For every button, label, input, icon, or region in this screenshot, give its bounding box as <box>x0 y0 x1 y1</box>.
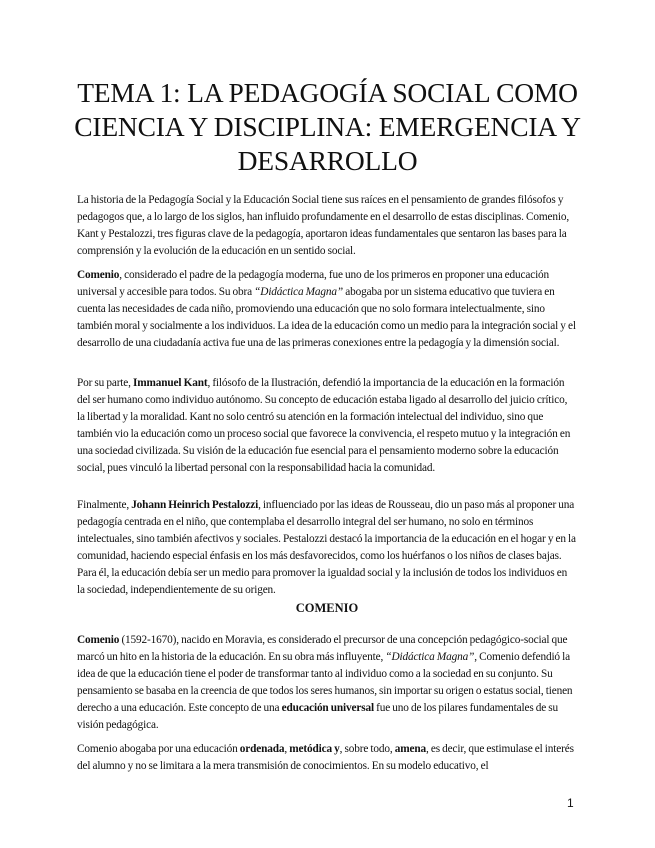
pestalozzi-text: , influenciado por las ideas de Rousseau, dio un paso más al proponer una pedagogía centrada en el niño, que contemplaba el desarrollo integral del ser humano, no solo en términos intelectuales, sino también afectivos y sociales. Pestalozzi destacó la importancia de la educación en el hogar y en la comunidad, haciendo especial énfasis en los más desfavorecidos, como los huérfanos o los niños de clases bajas. Para él, la educación debía ser un medio para promover la igualdad social y la inclusión de todos los individuos en la sociedad, independientemente de su origen. <box>77 499 576 596</box>
kant-paragraph <box>77 375 577 477</box>
pestalozzi-lead: Finalmente, <box>77 499 132 511</box>
comenio-model-paragraph <box>77 741 577 775</box>
comenio-bio-text-c: fue uno de los pilares fundamentales de su visión pedagógica. <box>77 702 559 731</box>
comenio-bio-text-b: , Comenio defendió la idea de que la educación tiene el poder de transformar tanto al individuo como a la sociedad en su conjunto. Su pensamiento se basaba en la creencia de que todos los seres humanos, sin importar su origen o estatus social, tienen derecho a una educación. Este concepto de una <box>77 651 573 714</box>
metodica-term: metódica y <box>289 743 340 755</box>
page-number: 1 <box>567 796 574 810</box>
comenio-intro-paragraph <box>77 267 577 352</box>
amena-term: amena <box>394 743 426 755</box>
comenio-intro-text-a: , considerado el padre de la pedagogía moderna, fue uno de los primeros en proponer una educación universal y accesible para todos. Su obra <box>77 269 550 298</box>
didactica-magna-title: “Didáctica Magna” <box>254 286 344 298</box>
kant-text: , filósofo de la Ilustración, defendió la importancia de la educación en la formación del ser humano como individuo autónomo. Su concepto de educación estaba ligado al desarrollo del juicio crítico, la libertad y la moralidad. Kant no solo centró su atención en la formación intelectual del individuo, sino que también vio la educación como un proceso social que favorece la convivencia, el respeto mutuo y la integración en una sociedad civilizada. Su visión de la educación fue esencial para el pensamiento moderno sobre la educación social, pues vinculó la libertad personal con la responsabilidad hacia la comunidad. <box>77 377 571 474</box>
didactica-magna-title-2: “Didáctica Magna” <box>385 651 475 663</box>
comenio-model-sep1: , <box>284 743 290 755</box>
section-heading-comenio: COMENIO <box>295 601 359 615</box>
document-title: TEMA 1: LA PEDAGOGÍA SOCIAL COMO CIENCIA Y DISCIPLINA: EMERGENCIA Y DESARROLLO <box>74 77 581 176</box>
ordenada-term: ordenada <box>239 743 285 755</box>
kant-lead: Por su parte, <box>77 377 134 389</box>
pestalozzi-name: Johann Heinrich Pestalozzi <box>131 499 259 511</box>
comenio-model-text-a: Comenio abogaba por una educación <box>77 743 240 755</box>
comenio-bio-text-a: (1592-1670), nacido en Moravia, es considerado el precursor de una concepción pedagógico-social que marcó un hito en la historia de la educación. En su obra más influyente, <box>77 634 568 663</box>
intro-paragraph: La historia de la Pedagogía Social y la Educación Social tiene sus raíces en el pensamiento de grandes filósofos y pedagogos que, a lo largo de los siglos, han influido profundamente en el desarrollo de estas disciplinas. Comenio, Kant y Pestalozzi, tres figuras clave de la pedagogía, aportaron ideas fundamentales que sentaron las bases para la comprensión y la evolución de la educación en un sentido social. <box>77 194 570 257</box>
kant-name: Immanuel Kant <box>133 377 208 389</box>
comenio-bio-name: Comenio <box>77 634 120 646</box>
pestalozzi-paragraph <box>77 497 577 599</box>
educacion-universal-term: educación universal <box>281 702 374 714</box>
comenio-model-text-c: , es decir, que estimulase el interés del alumno y no se limitara a la mera transmisión de conocimientos. En su modelo educativo, el <box>77 743 574 772</box>
comenio-bio-paragraph <box>77 632 577 734</box>
comenio-model-text-b: , sobre todo, <box>339 743 395 755</box>
comenio-name: Comenio <box>77 269 120 281</box>
comenio-intro-text-b: abogaba por un sistema educativo que tuviera en cuenta las necesidades de cada niño, promoviendo una educación que no solo formara intelectualmente, sino también moral y socialmente a los individuos. La idea de la educación como un medio para la integración social y el desarrollo de una ciudadanía activa fue una de las primeras conexiones entre la pedagogía y la dimensión social. <box>77 286 576 349</box>
